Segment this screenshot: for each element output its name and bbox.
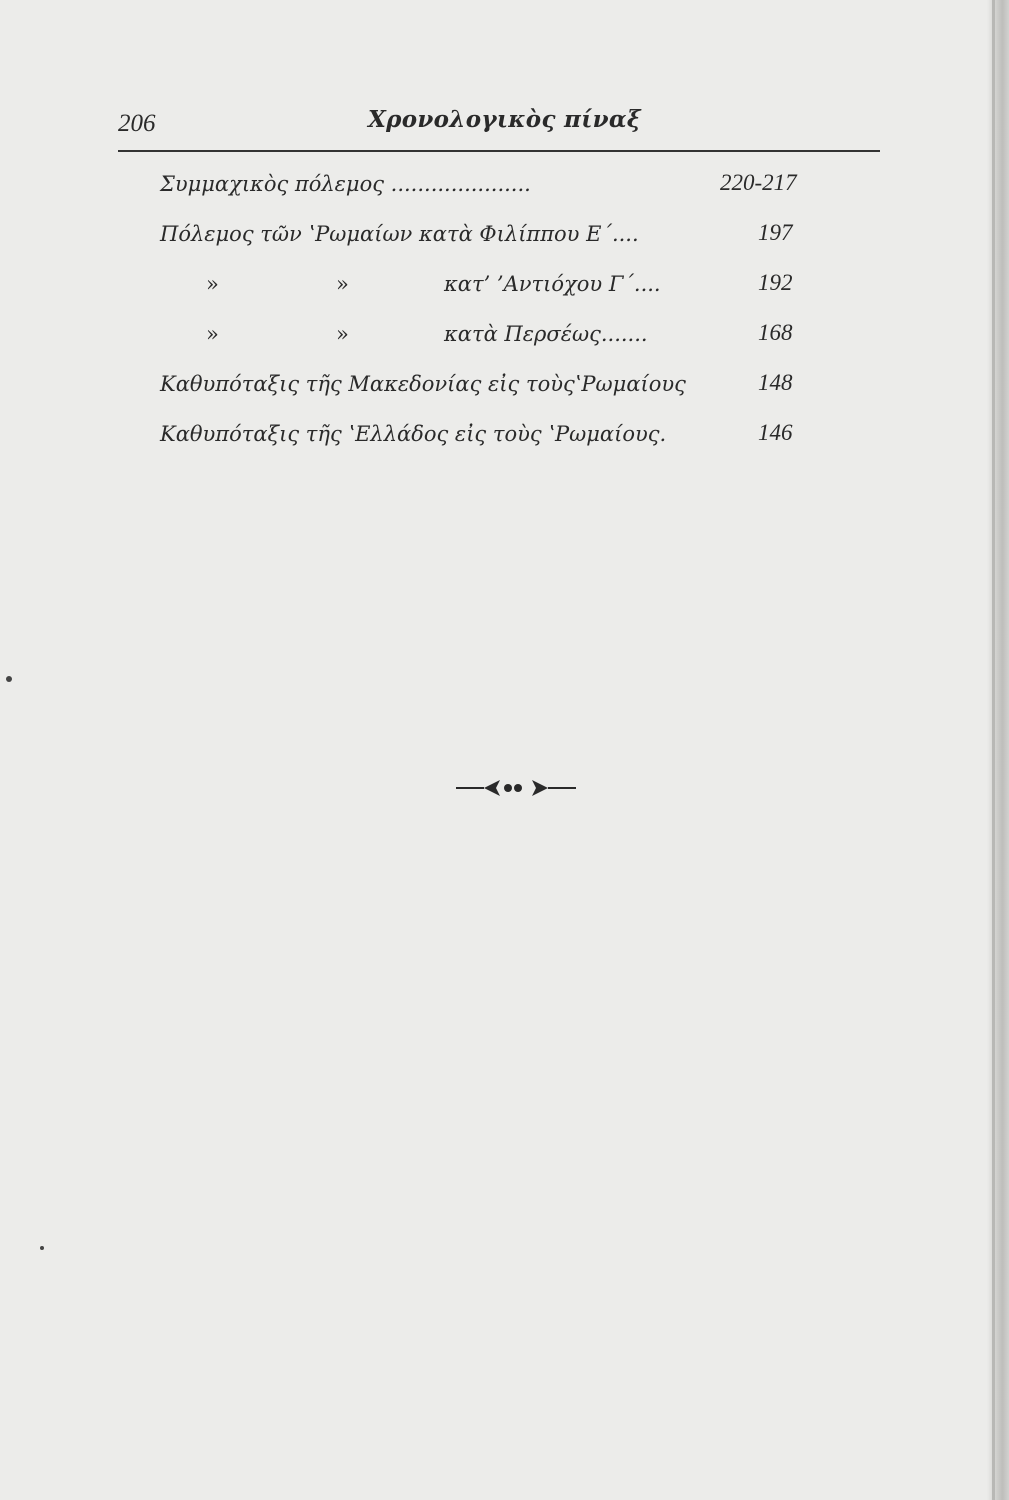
paper-speck bbox=[6, 676, 12, 682]
entry-page: 146 bbox=[758, 420, 793, 445]
toc-entry bbox=[160, 212, 860, 262]
fleuron-ornament-icon bbox=[456, 770, 576, 806]
toc-entry bbox=[160, 312, 860, 362]
header-rule bbox=[118, 150, 880, 152]
ditto-mark: » bbox=[336, 272, 349, 296]
entry-page: 168 bbox=[758, 320, 793, 345]
entry-text: κατὰ Περσέως....... bbox=[444, 322, 648, 346]
entry-text: Συμμαχικὸς πόλεμος ..................... bbox=[160, 172, 531, 196]
chronological-table bbox=[160, 162, 860, 462]
paper-speck bbox=[40, 1246, 44, 1250]
entry-text: Πόλεμος τῶν ʽΡωμαίων κατὰ Φιλίππου Ε΄.... bbox=[160, 222, 639, 246]
page-number: 206 bbox=[118, 110, 156, 137]
ditto-mark: » bbox=[336, 322, 349, 346]
toc-entry bbox=[160, 412, 860, 462]
toc-entry bbox=[160, 362, 860, 412]
ditto-mark: » bbox=[206, 322, 219, 346]
ditto-mark: » bbox=[206, 272, 219, 296]
toc-entry bbox=[160, 162, 860, 212]
entry-text: Καθυπόταξις τῆς ʽΕλλάδος εἰς τοὺς ʽΡωμαίους. bbox=[160, 422, 667, 446]
entry-page: 197 bbox=[758, 220, 793, 245]
page-edge bbox=[992, 0, 995, 1500]
entry-page: 192 bbox=[758, 270, 793, 295]
page-shadow bbox=[987, 0, 1009, 1500]
running-title: Χρονολογικὸς πίναξ bbox=[368, 106, 641, 133]
entry-page: 220-217 bbox=[720, 170, 797, 195]
entry-text: κατ’ ’Αντιόχου Γ΄.... bbox=[444, 272, 661, 296]
entry-page: 148 bbox=[758, 370, 793, 395]
page-header bbox=[118, 106, 880, 152]
toc-entry bbox=[160, 262, 860, 312]
entry-text: Καθυπόταξις τῆς Μακεδονίας εἰς τοὺςʽΡωμαίους bbox=[160, 372, 686, 396]
